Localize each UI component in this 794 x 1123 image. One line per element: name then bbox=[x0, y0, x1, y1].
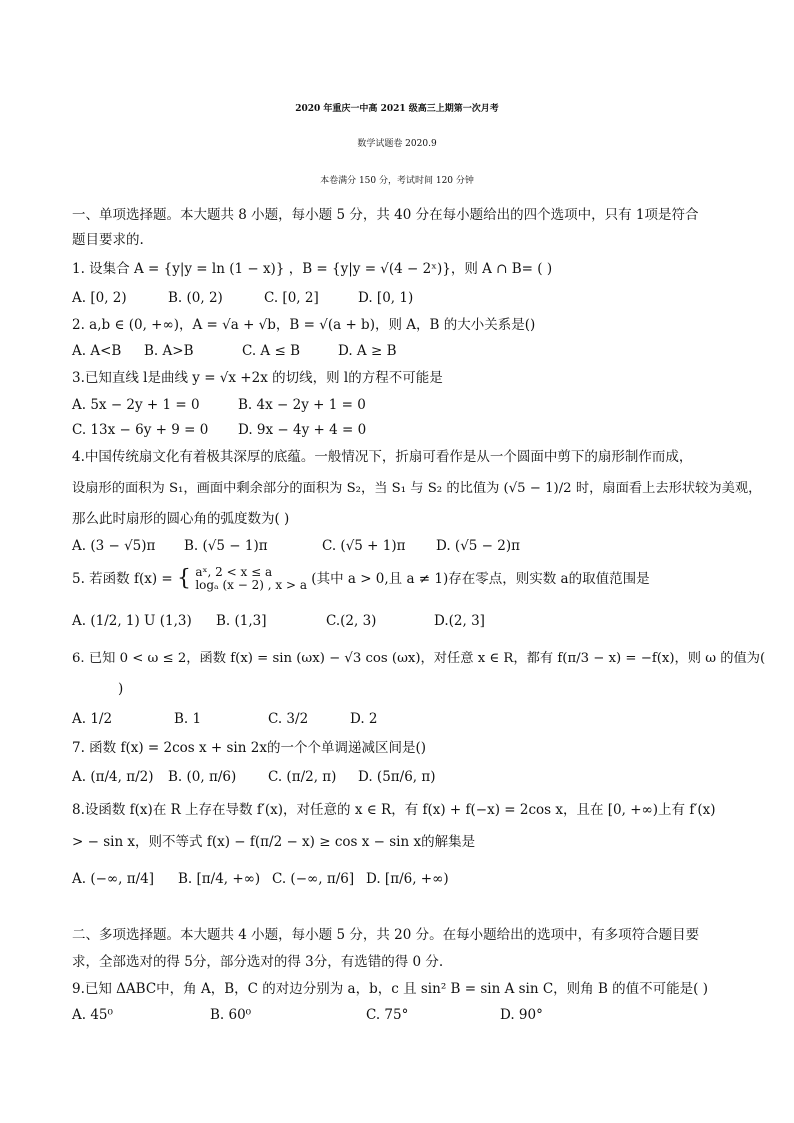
q4-option-c: C. (√5 + 1)π bbox=[322, 538, 406, 554]
q9-option-b: B. 60⁰ bbox=[210, 1007, 252, 1023]
exam-subtitle: 数学试题卷 2020.9 bbox=[357, 139, 437, 149]
q5-stem bbox=[72, 566, 754, 596]
q3-option-b: B. 4x − 2y + 1 = 0 bbox=[238, 397, 366, 413]
q5-stem-pre: 5. 若函数 f(x) = bbox=[72, 571, 173, 587]
q7-option-b: B. (0, π/6) bbox=[168, 769, 237, 785]
q1-option-a: A. [0, 2) bbox=[72, 290, 127, 306]
q3-option-c: C. 13x − 6y + 9 = 0 bbox=[72, 422, 209, 438]
q6-option-c: C. 3/2 bbox=[268, 711, 309, 727]
q4-stem-1: 4.中国传统扇文化有着极其深厚的底蕴。一般情况下，折扇可看作是从一个圆面中剪下的扇形制作而成， bbox=[72, 449, 693, 465]
exam-title: 2020 年重庆一中高 2021 级高三上期第一次月考 bbox=[295, 104, 499, 114]
section1-intro-1: 一、单项选择题。本大题共 8 小题，每小题 5 分，共 40 分在每小题给出的四个选项中，只有 1项是符合 bbox=[72, 207, 699, 223]
q1-option-c: C. [0, 2] bbox=[264, 290, 319, 306]
q6-option-a: A. 1/2 bbox=[72, 711, 113, 727]
q5-cases bbox=[195, 566, 307, 592]
q2-option-b: B. A>B bbox=[144, 343, 194, 359]
q1-stem: 1. 设集合 A = {y|y = ln (1 − x)} ，B = {y|y = √(4 − 2ˣ)}，则 A ∩ B= ( ) bbox=[72, 261, 553, 277]
q4-option-d: D. (√5 − 2)π bbox=[436, 538, 521, 554]
q5-option-a: A. (1/2, 1) U (1,3) bbox=[72, 613, 192, 629]
q5-case-2: logₐ (x − 2) , x > a bbox=[195, 578, 307, 592]
q4-option-b: B. (√5 − 1)π bbox=[184, 538, 268, 554]
q3-option-d: D. 9x − 4y + 4 = 0 bbox=[238, 422, 367, 438]
q7-option-c: C. (π/2, π) bbox=[268, 769, 337, 785]
q3-option-a: A. 5x − 2y + 1 = 0 bbox=[72, 397, 200, 413]
q4-option-a: A. (3 − √5)π bbox=[72, 538, 156, 554]
q2-option-a: A. A<B bbox=[72, 343, 122, 359]
q9-option-d: D. 90° bbox=[500, 1007, 543, 1023]
section1-intro-2: 题目要求的. bbox=[72, 232, 144, 248]
q6-option-d: D. 2 bbox=[350, 711, 378, 727]
q2-stem: 2. a,b ∈ (0, +∞)，A = √a + √b，B = √(a + b)，则 A，B 的大小关系是() bbox=[72, 317, 536, 333]
q1-option-b: B. (0, 2) bbox=[168, 290, 223, 306]
q9-option-a: A. 45⁰ bbox=[72, 1007, 113, 1023]
q4-stem-3: 那么此时扇形的圆心角的弧度数为( ) bbox=[72, 511, 290, 527]
q8-stem-1: 8.设函数 f(x)在 R 上存在导数 f′(x)，对任意的 x ∈ R，有 f(x) + f(−x) = 2cos x，且在 [0, +∞)上有 f′(x) bbox=[72, 802, 716, 818]
q8-option-b: B. [π/4, +∞) bbox=[178, 871, 261, 887]
q4-stem-2: 设扇形的面积为 S₁，画面中剩余部分的面积为 S₂，当 S₁ 与 S₂ 的比值为 (√5 − 1)/2 时，扇面看上去形状较为美观， bbox=[72, 481, 762, 496]
score-line: 本卷满分 150 分，考试时间 120 分钟 bbox=[320, 176, 474, 186]
q7-option-d: D. (5π/6, π) bbox=[358, 769, 436, 785]
q2-option-c: C. A ≤ B bbox=[242, 343, 300, 359]
section2-intro-1: 二、多项选择题。本大题共 4 小题，每小题 5 分，共 20 分。在每小题给出的选项中，有多项符合题目要 bbox=[72, 927, 700, 943]
q8-option-c: C. (−∞, π/6] bbox=[272, 871, 355, 887]
q7-option-a: A. (π/4, π/2) bbox=[72, 769, 154, 785]
q8-stem-2: > − sin x，则不等式 f(x) − f(π/2 − x) ≥ cos x − sin x的解集是 bbox=[72, 834, 476, 850]
q5-option-b: B. (1,3] bbox=[216, 613, 267, 629]
q6-option-b: B. 1 bbox=[174, 711, 202, 727]
q9-option-c: C. 75° bbox=[366, 1007, 409, 1023]
q2-option-d: D. A ≥ B bbox=[338, 343, 397, 359]
q5-case-1: aˣ, 2 < x ≤ a bbox=[195, 565, 273, 579]
q5-option-c: C.(2, 3) bbox=[326, 613, 377, 629]
section2-intro-2: 求，全部选对的得 5分，部分选对的得 3分，有选错的得 0 分. bbox=[72, 954, 444, 970]
q8-option-d: D. [π/6, +∞) bbox=[366, 871, 449, 887]
q5-option-d: D.(2, 3] bbox=[434, 613, 485, 629]
q6-stem-1: 6. 已知 0 < ω ≤ 2，函数 f(x) = sin (ωx) − √3 cos (ωx)，对任意 x ∈ R，都有 f(π/3 − x) = −f(x)，则 ω 的值为( bbox=[72, 651, 766, 666]
q1-option-d: D. [0, 1) bbox=[358, 290, 414, 306]
q3-stem: 3.已知直线 l是曲线 y = √x +2x 的切线，则 l的方程不可能是 bbox=[72, 370, 443, 386]
q8-option-a: A. (−∞, π/4] bbox=[72, 871, 155, 887]
q7-stem: 7. 函数 f(x) = 2cos x + sin 2x的一个个单调递减区间是() bbox=[72, 740, 426, 756]
q5-brace: { bbox=[177, 566, 192, 591]
q5-stem-post: (其中 a > 0,且 a ≠ 1)存在零点，则实数 a的取值范围是 bbox=[311, 571, 650, 587]
q6-stem-2: ) bbox=[118, 681, 124, 697]
q9-stem: 9.已知 ΔABC中，角 A，B，C 的对边分别为 a，b，c 且 sin² B = sin A sin C，则角 B 的值不可能是( ) bbox=[72, 981, 708, 997]
